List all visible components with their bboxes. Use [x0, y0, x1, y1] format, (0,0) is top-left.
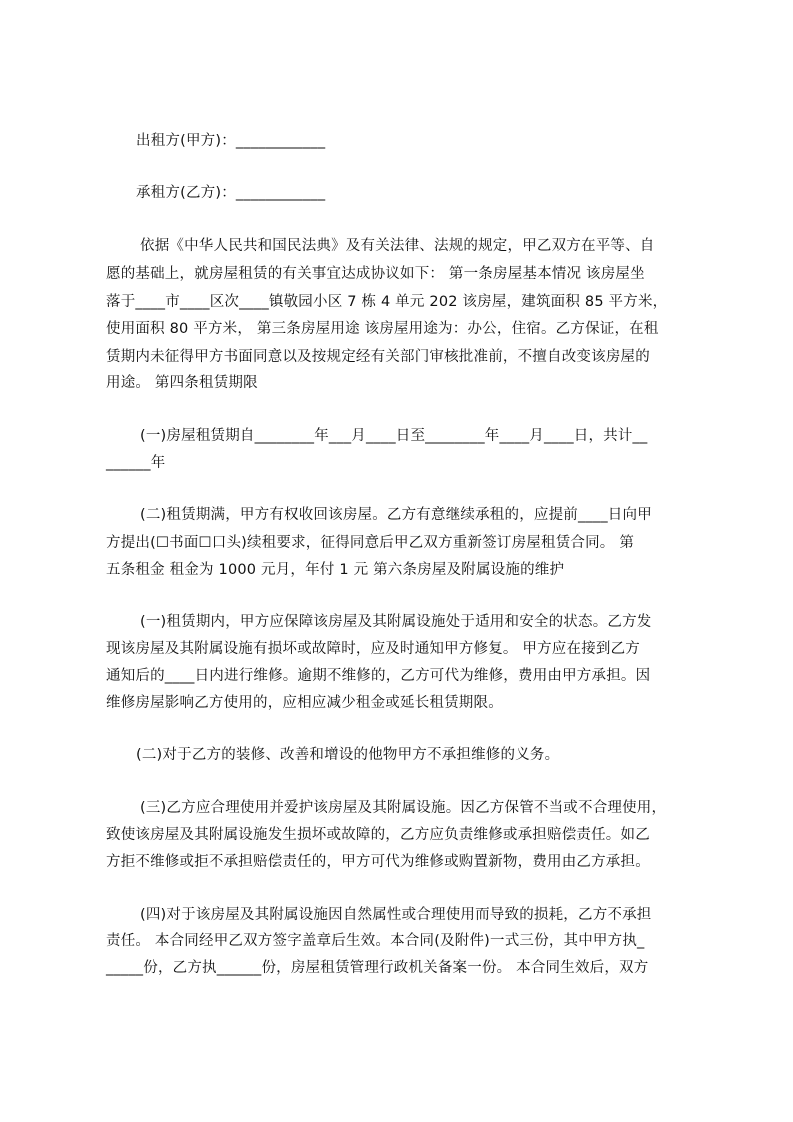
clause-line: (二)对于乙方的装修、改善和增设的他物甲方不承担维修的义务。 — [136, 747, 560, 763]
lessee-line: 承租方(乙方)：____________ — [136, 185, 326, 201]
clause-line: 现该房屋及其附属设施有损坏或故障时，应及时通知甲方修复。 甲方应在接到乙方 — [106, 641, 641, 657]
paragraph-line: 落于____市____区次____镇敬园小区 7 栋 4 单元 202 该房屋，建筑面积 85 平方米， — [106, 294, 668, 310]
clause-line: 方拒不维修或拒不承担赔偿责任的，甲方可代为维修或购置新物，费用由乙方承担。 — [106, 854, 650, 870]
clause-line: 维修房屋影响乙方使用的，应相应减少租金或延长租赁期限。 — [106, 695, 503, 711]
clause-line: 通知后的____日内进行维修。逾期不维修的，乙方可代为维修，费用由甲方承担。因 — [106, 668, 651, 684]
paragraph-line: 使用面积 80 平方米， 第三条房屋用途 该房屋用途为：办公，住宿。乙方保证，在租 — [106, 321, 659, 337]
lessor-line: 出租方(甲方)：____________ — [136, 133, 326, 149]
clause-line: ______年 — [106, 455, 166, 471]
clause-line: 五条租金 租金为 1000 元月，年付 1 元 第六条房屋及附属设施的维护 — [106, 562, 565, 578]
clause-line: (三)乙方应合理使用并爱护该房屋及其附属设施。因乙方保管不当或不合理使用， — [140, 800, 667, 816]
paragraph-line: 依据《中华人民共和国民法典》及有关法律、法规的规定，甲乙双方在平等、自 — [140, 238, 655, 254]
paragraph-line: 用途。 第四条租赁期限 — [106, 375, 258, 391]
clause-line: 责任。 本合同经甲乙双方签字盖章后生效。本合同(及附件)一式三份，其中甲方执_ — [106, 933, 645, 949]
paragraph-line: 赁期内未征得甲方书面同意以及按规定经有关部门审核批准前，不擅自改变该房屋的 — [106, 349, 650, 365]
clause-line: (一)房屋租赁期自________年___月____日至________年____月____日，共计__ — [140, 428, 648, 444]
clause-line: 方提出(☐书面☐口头)续租要求，征得同意后甲乙双方重新签订房屋租赁合同。 第 — [106, 535, 635, 551]
clause-line: (一)租赁期内，甲方应保障该房屋及其附属设施处于适用和安全的状态。乙方发 — [140, 614, 652, 630]
clause-line: (四)对于该房屋及其附属设施因自然属性或合理使用而导致的损耗，乙方不承担 — [140, 907, 652, 923]
clause-line: 致使该房屋及其附属设施发生损坏或故障的，乙方应负责维修或承担赔偿责任。如乙 — [106, 827, 650, 843]
clause-line: (二)租赁期满，甲方有权收回该房屋。乙方有意继续承租的，应提前____日向甲 — [140, 507, 652, 523]
paragraph-line: 愿的基础上，就房屋租赁的有关事宜达成协议如下： 第一条房屋基本情况 该房屋坐 — [106, 266, 645, 282]
clause-line: _____份，乙方执______份，房屋租赁管理行政机关备案一份。 本合同生效后，双方 — [106, 960, 649, 976]
